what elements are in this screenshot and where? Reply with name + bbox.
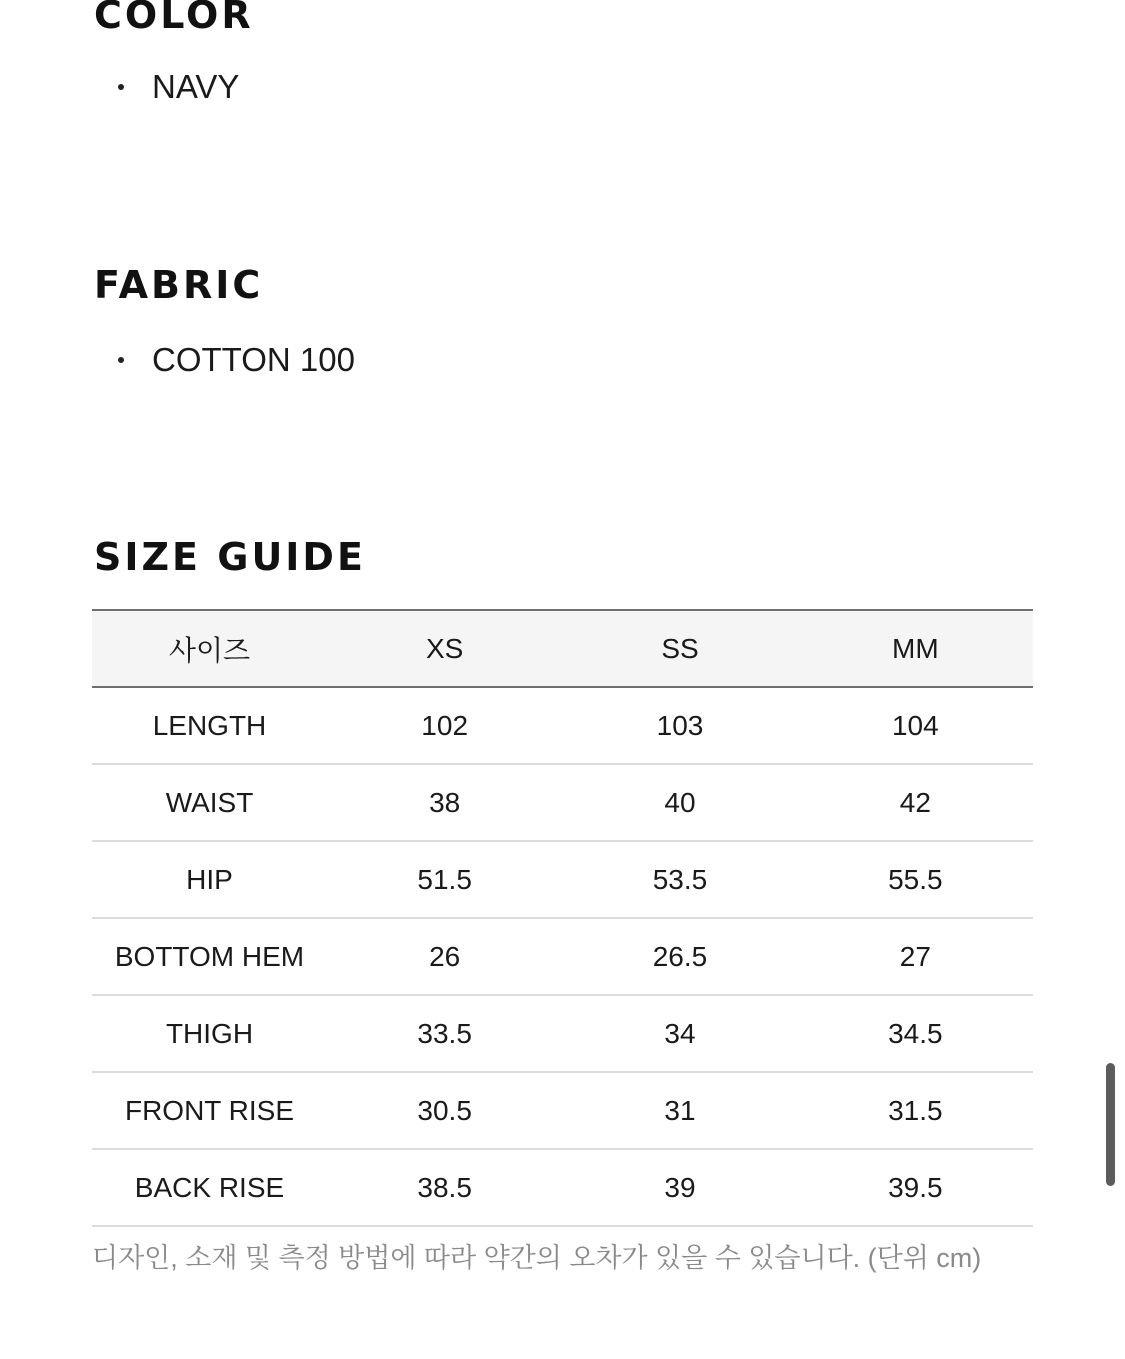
- cell-value: 40: [664, 786, 696, 818]
- cell-value: 53.5: [652, 863, 708, 895]
- bullet-icon: [118, 357, 124, 363]
- table-row: [92, 764, 1033, 841]
- fabric-value: COTTON 100: [152, 341, 355, 378]
- row-label: THIGH: [165, 1017, 254, 1049]
- header-size-label: 사이즈: [168, 634, 251, 666]
- header-mm: MM: [892, 632, 939, 664]
- table-row: [92, 1149, 1033, 1226]
- cell-value: 27: [899, 940, 931, 972]
- table-row: [92, 918, 1033, 995]
- cell-value: 39.5: [888, 1171, 943, 1203]
- cell-value: 26: [429, 940, 461, 972]
- scrollbar-thumb[interactable]: [1106, 1063, 1115, 1186]
- row-label: LENGTH: [152, 709, 267, 741]
- cell-value: 34: [664, 1017, 696, 1049]
- color-value: NAVY: [152, 68, 240, 105]
- header-ss: SS: [661, 632, 699, 664]
- table-header-row: [92, 610, 1033, 687]
- row-label: BOTTOM HEM: [114, 940, 305, 972]
- fabric-section-title: FABRIC: [94, 263, 264, 307]
- bullet-icon: [118, 84, 124, 90]
- cell-value: 55.5: [888, 863, 943, 895]
- row-label: BACK RISE: [134, 1171, 285, 1203]
- cell-value: 42: [899, 786, 931, 818]
- cell-value: 33.5: [417, 1017, 472, 1049]
- cell-value: 51.5: [417, 863, 472, 895]
- color-section-title: COLOR: [94, 0, 254, 37]
- color-list-item: [118, 70, 239, 103]
- cell-value: 39: [664, 1171, 696, 1203]
- cell-value: 104: [891, 709, 939, 741]
- table-row: [92, 995, 1033, 1072]
- row-label: HIP: [186, 863, 233, 895]
- cell-value: 26.5: [652, 940, 708, 972]
- table-row: [92, 841, 1033, 918]
- size-guide-note: 디자인, 소재 및 측정 방법에 따라 약간의 오차가 있을 수 있습니다. (단위 cm): [92, 1243, 982, 1273]
- row-label: FRONT RISE: [124, 1094, 295, 1126]
- size-guide-table: [92, 609, 1033, 1227]
- header-xs: XS: [425, 632, 464, 664]
- cell-value: 34.5: [888, 1017, 943, 1049]
- cell-value: 31.5: [888, 1094, 943, 1126]
- table-row: [92, 1072, 1033, 1149]
- cell-value: 102: [421, 709, 469, 741]
- cell-value: 30.5: [417, 1094, 472, 1126]
- cell-value: 38: [429, 786, 461, 818]
- cell-value: 103: [656, 709, 704, 741]
- row-label: WAIST: [165, 786, 254, 818]
- cell-value: 38.5: [417, 1171, 472, 1203]
- table-row: [92, 687, 1033, 764]
- size-guide-title: SIZE GUIDE: [94, 535, 366, 579]
- fabric-list-item: [118, 343, 355, 376]
- cell-value: 31: [664, 1094, 696, 1126]
